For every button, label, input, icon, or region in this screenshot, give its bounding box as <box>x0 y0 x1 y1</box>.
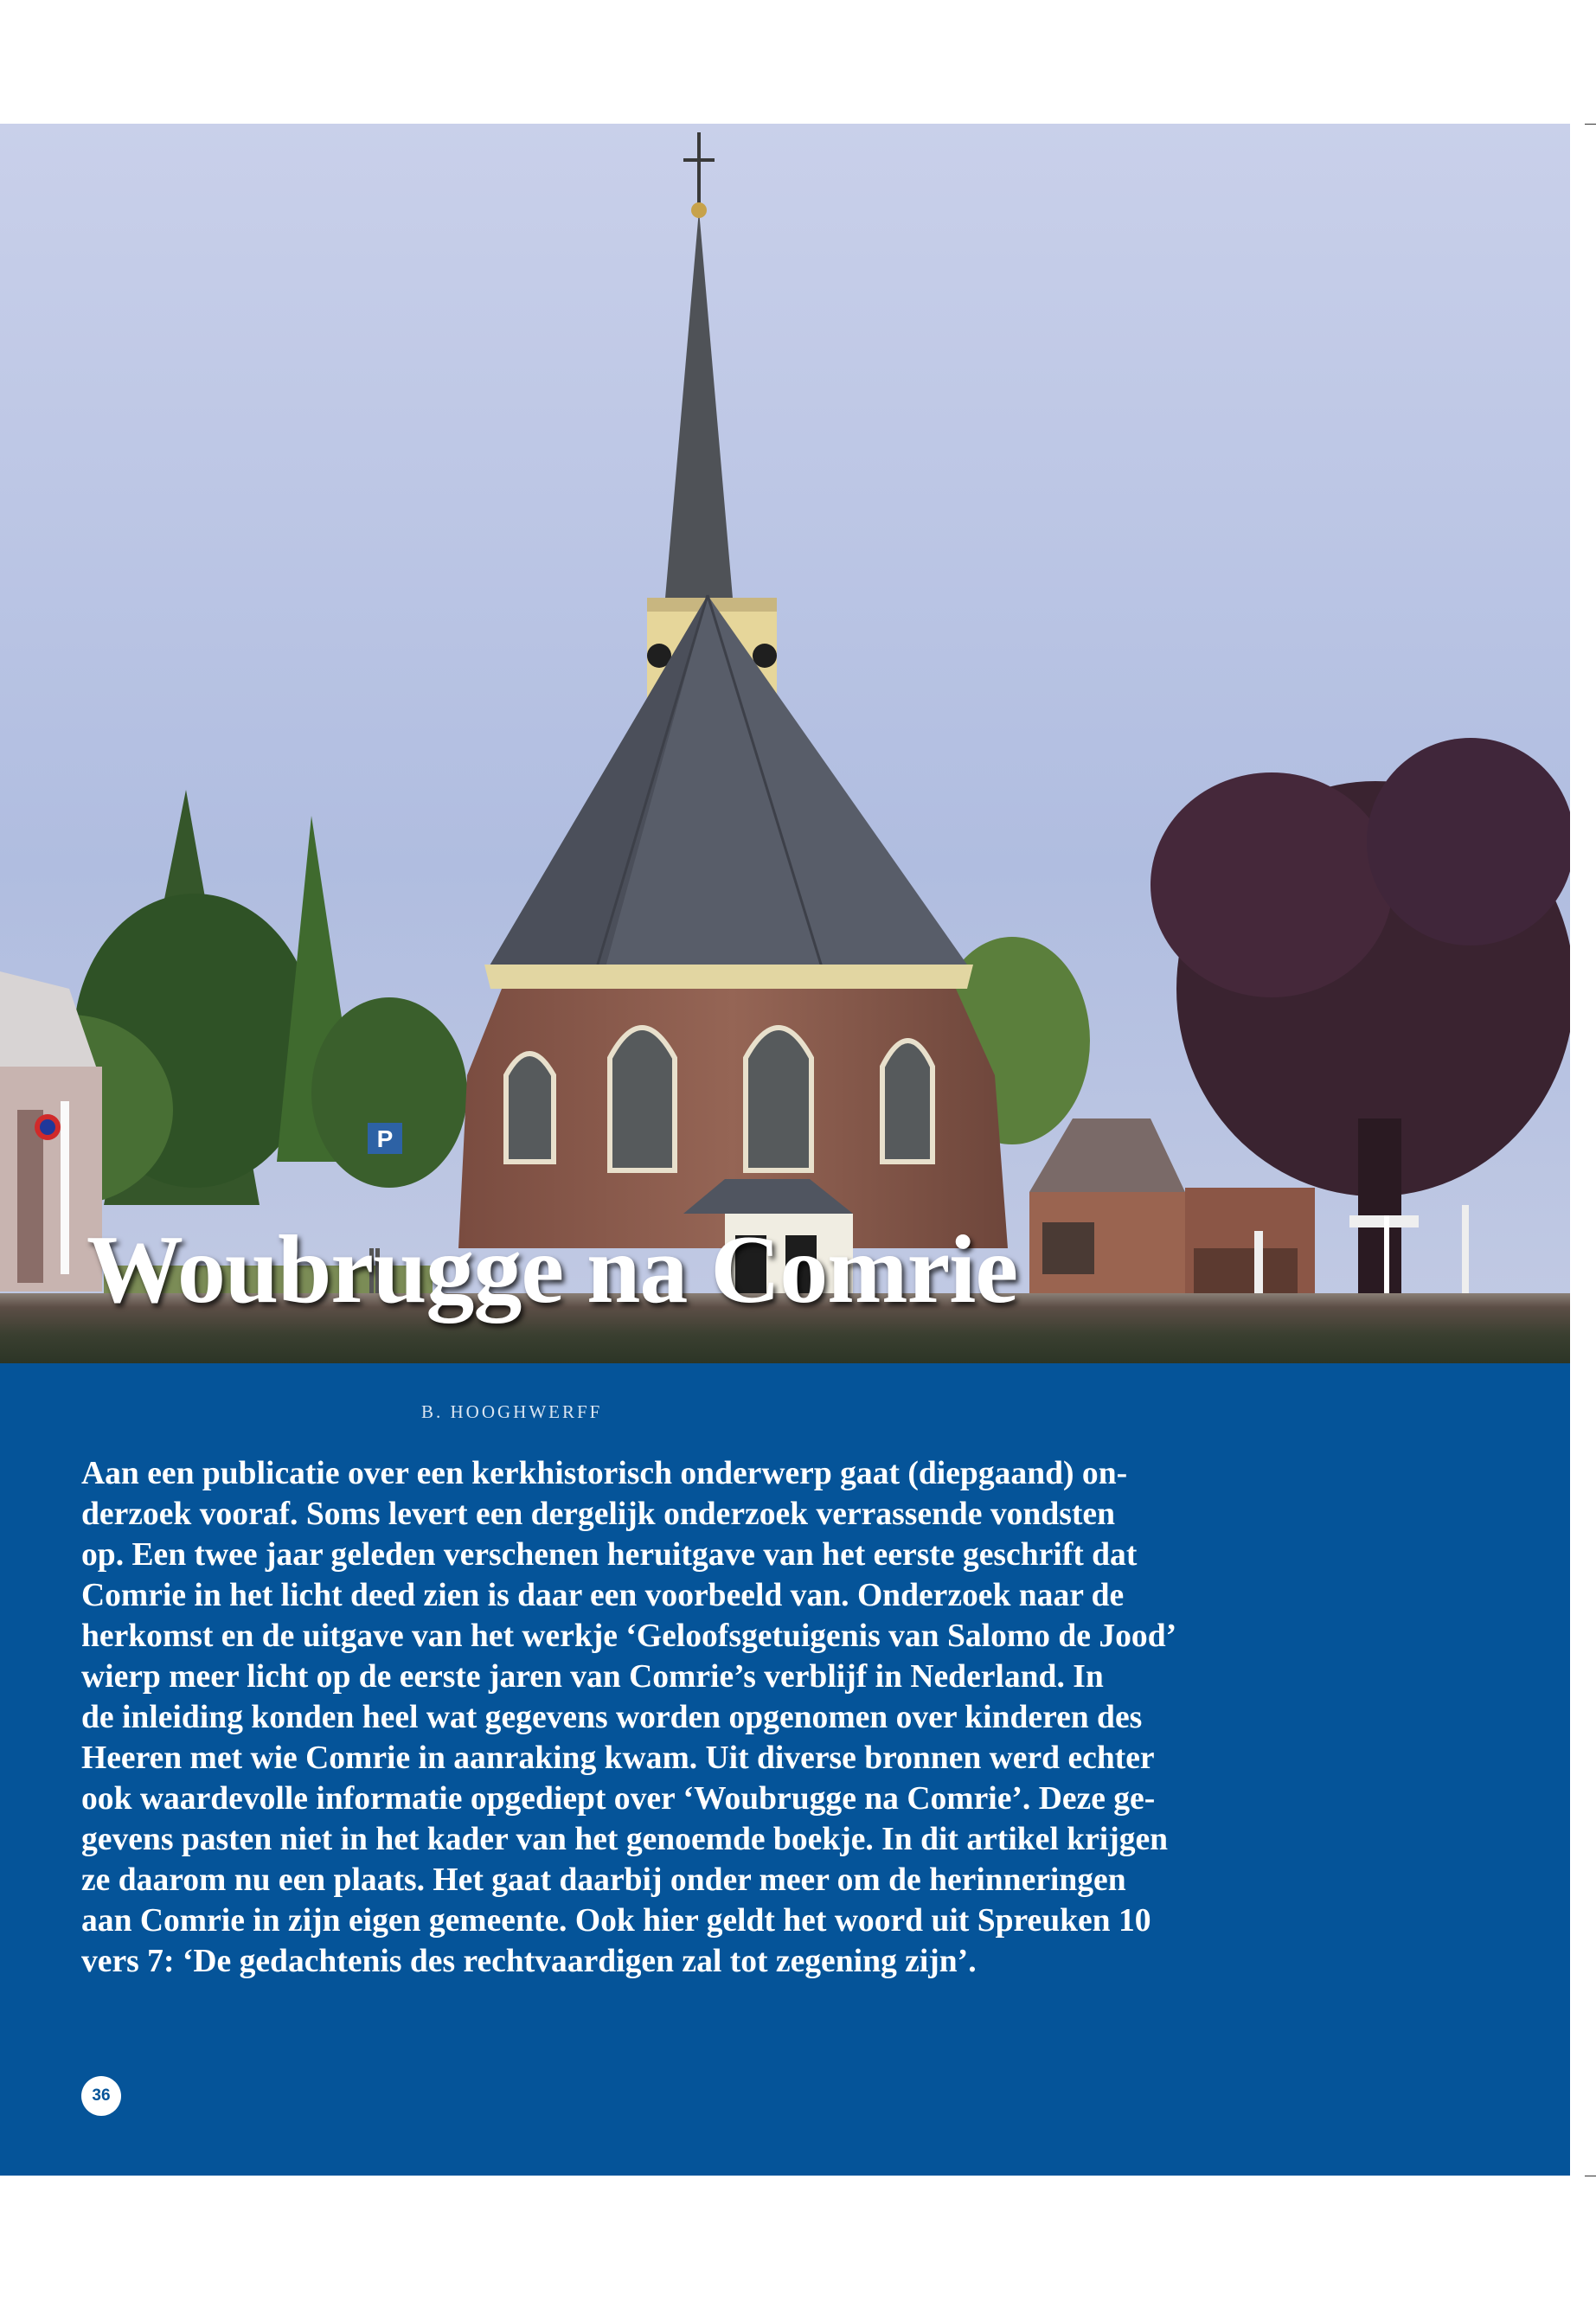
parking-sign-label: P <box>376 1125 394 1152</box>
intro-line: wierp meer licht op de eerste jaren van Comrie’s verblijf in Nederland. In <box>81 1659 1104 1695</box>
intro-line: Comrie in het licht deed zien is daar een voorbeeld van. Onderzoek naar de <box>81 1578 1125 1613</box>
crop-mark <box>1585 124 1596 125</box>
intro-line: Heeren met wie Comrie in aanraking kwam. Uit diverse bronnen werd echter <box>81 1740 1155 1776</box>
intro-line: de inleiding konden heel wat gegevens worden opgenomen over kinderen des <box>81 1700 1143 1735</box>
intro-paragraph <box>81 1453 1431 1982</box>
intro-line: gevens pasten niet in het kader van het genoemde boekje. In dit artikel krijgen <box>81 1822 1169 1857</box>
intro-line: aan Comrie in zijn eigen gemeente. Ook hier geldt het woord uit Spreuken 10 <box>81 1903 1151 1939</box>
intro-line: op. Een twee jaar geleden verschenen heruitgave van het eerste geschrift dat <box>81 1537 1138 1573</box>
author-byline: B. HOOGHWERFF <box>421 1401 603 1422</box>
intro-line: ook waardevolle informatie opgediept over ‘Woubrugge na Comrie’. Deze ge- <box>81 1781 1156 1817</box>
intro-line: herkomst en de uitgave van het werkje ‘Geloofsgetuigenis van Salomo de Jood’ <box>81 1618 1177 1654</box>
intro-line: vers 7: ‘De gedachtenis des rechtvaardigen zal tot zegening zijn’. <box>81 1944 977 1979</box>
page-number: 36 <box>81 2076 121 2116</box>
intro-line: derzoek vooraf. Soms levert een dergelijk onderzoek verrassende vondsten <box>81 1497 1115 1532</box>
intro-panel <box>0 1363 1570 2176</box>
church-photo <box>0 124 1570 1363</box>
article-title: Woubrugge na Comrie <box>87 1216 1018 1324</box>
intro-line: ze daarom nu een plaats. Het gaat daarbij onder meer om de herinneringen <box>81 1862 1126 1898</box>
intro-line: Aan een publicatie over een kerkhistorisch onderwerp gaat (diepgaand) on- <box>81 1456 1128 1491</box>
